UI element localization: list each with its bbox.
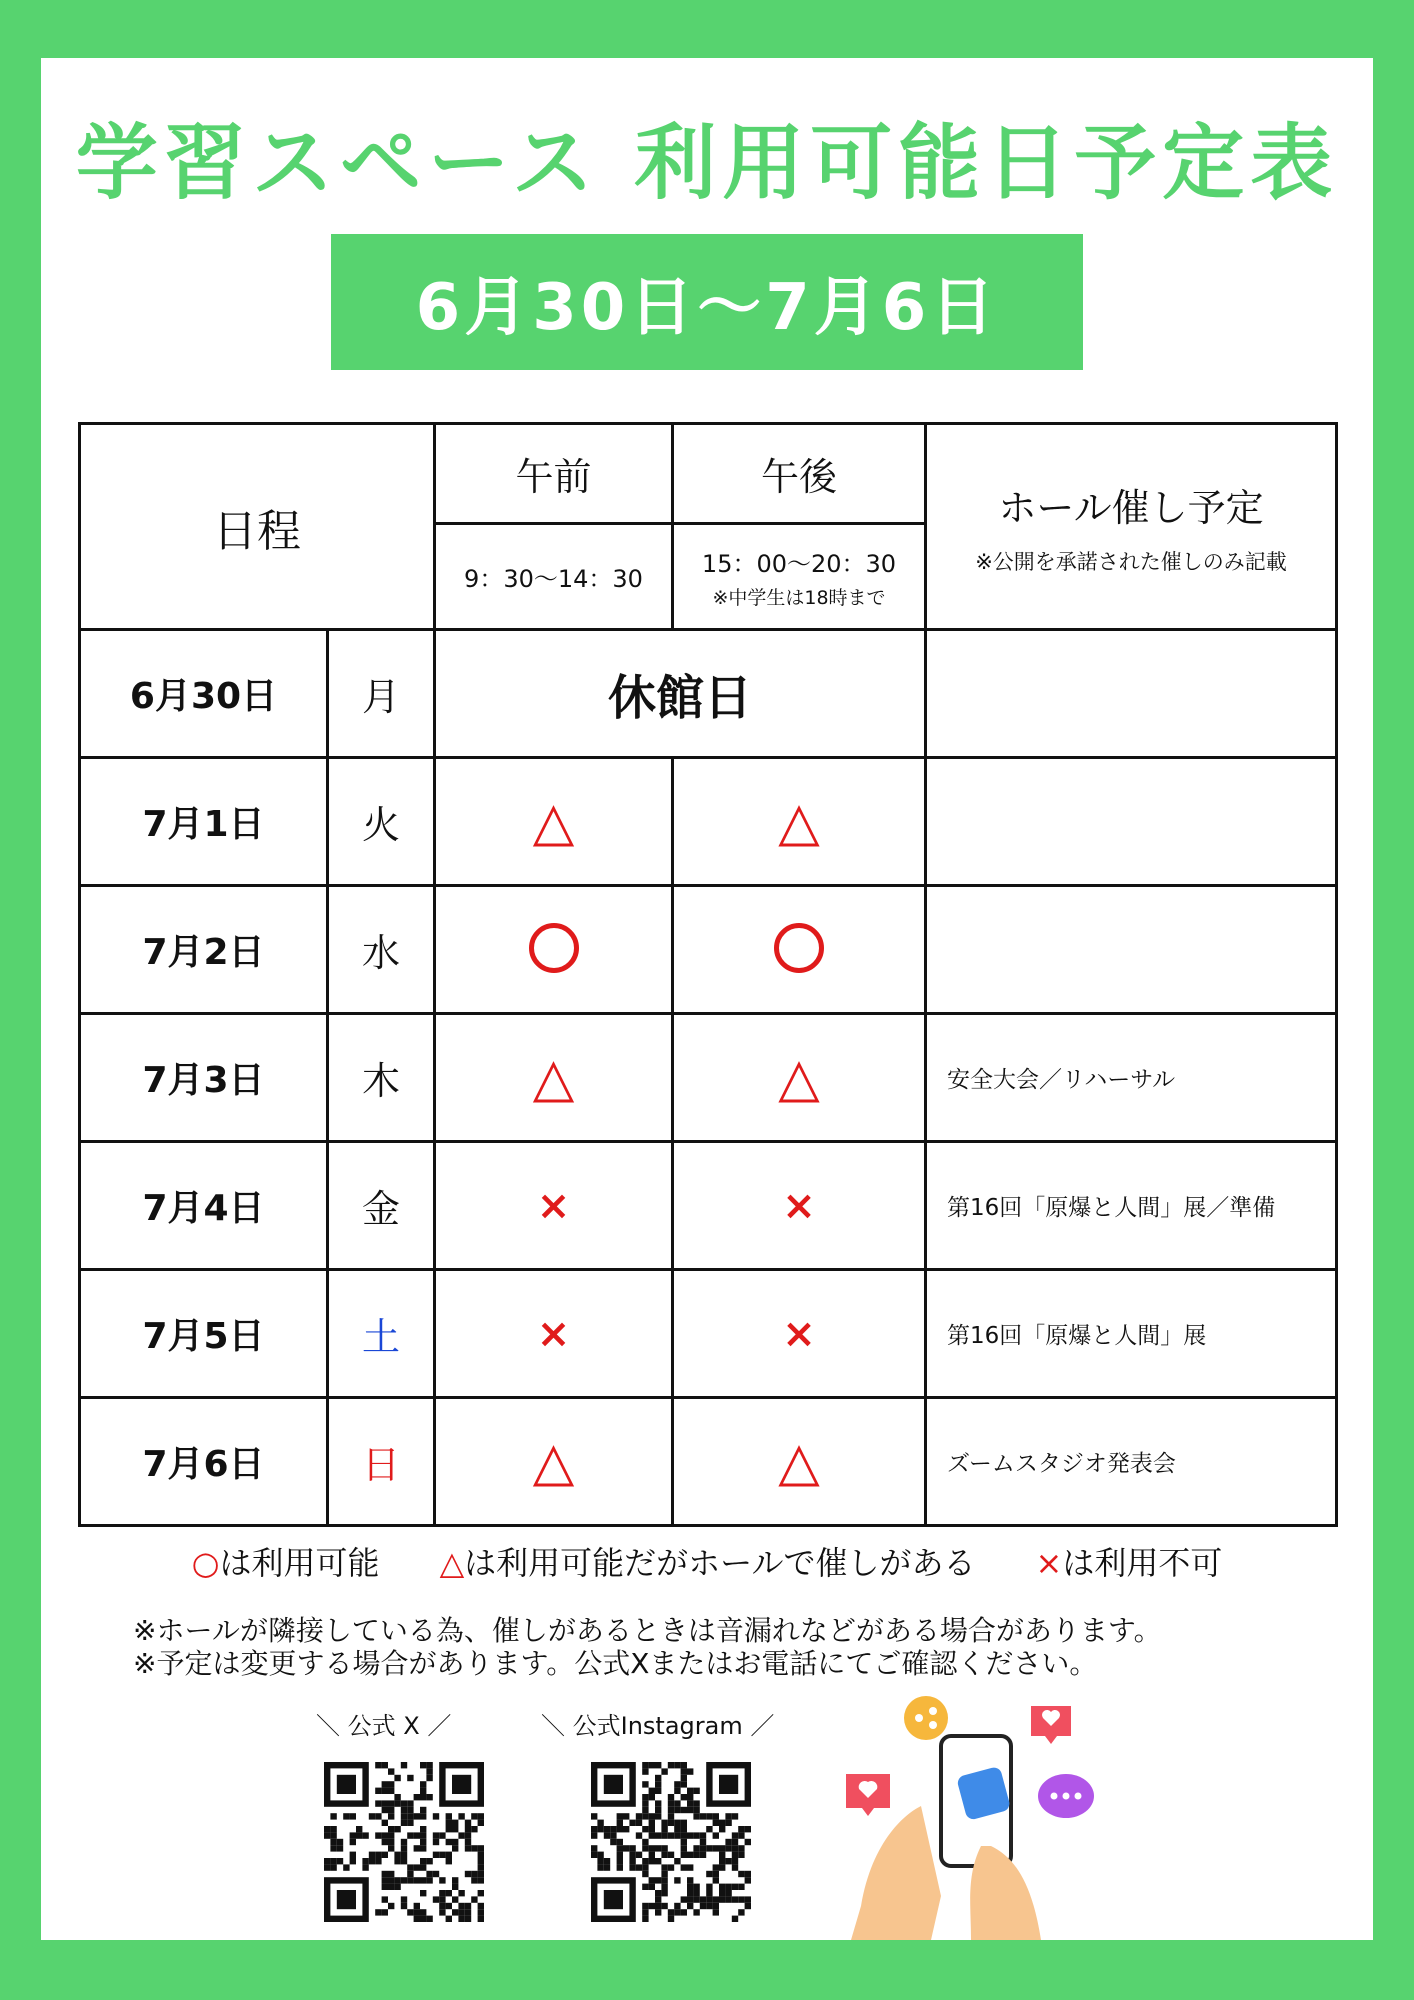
afternoon-status-cell — [673, 1270, 926, 1398]
weekday-cell: 火 — [328, 758, 435, 886]
triangle-mark-icon: △ — [778, 1045, 820, 1109]
afternoon-status-cell — [673, 1398, 926, 1526]
morning-status-cell — [435, 886, 673, 1014]
header-morning: 午前 — [435, 424, 673, 524]
date-cell: 7月5日 — [80, 1270, 328, 1398]
hall-event-cell — [926, 630, 1337, 758]
weekday-cell: 木 — [328, 1014, 435, 1142]
weekday-cell: 月 — [328, 630, 435, 758]
note-line: ※予定は変更する場合があります。公式Xまたはお電話にてご確認ください。 — [133, 1647, 1098, 1680]
afternoon-time-cell — [673, 524, 926, 630]
x-mark-icon: × — [536, 1182, 571, 1229]
table-row — [80, 1142, 1337, 1270]
legend-available: ○は利用可能 — [191, 1544, 380, 1582]
date-cell: 7月6日 — [80, 1398, 328, 1526]
date-cell: 7月4日 — [80, 1142, 328, 1270]
triangle-mark-icon: △ — [778, 789, 820, 853]
legend-circle-symbol: ○ — [191, 1544, 220, 1582]
date-cell: 7月1日 — [80, 758, 328, 886]
sns-instagram-label: ＼ 公式Instagram ／ — [541, 1712, 775, 1740]
closed-day-cell: 休館日 — [435, 630, 926, 758]
morning-status-cell — [435, 758, 673, 886]
table-row — [80, 1270, 1337, 1398]
schedule-table — [78, 422, 1338, 1527]
header-afternoon: 午後 — [673, 424, 926, 524]
morning-status-cell — [435, 1398, 673, 1526]
table-row — [80, 630, 1337, 758]
note-line: ※ホールが隣接している為、催しがあるときは音漏れなどがある場合があります。 — [133, 1614, 1162, 1647]
smartphone-sns-illustration-icon — [841, 1696, 1141, 1940]
afternoon-status-cell — [673, 1142, 926, 1270]
triangle-mark-icon: △ — [532, 1045, 575, 1109]
hall-event-cell: 第16回「原爆と人間」展／準備 — [926, 1142, 1337, 1270]
x-mark-icon: × — [782, 1310, 816, 1357]
legend-partial: △は利用可能だがホールで催しがある — [439, 1544, 976, 1582]
x-mark-icon: × — [782, 1182, 816, 1229]
x-qr-code-icon[interactable] — [324, 1762, 484, 1922]
afternoon-time: 15：00〜20：30 — [701, 549, 897, 578]
sns-x-label: ＼ 公式 X ／ — [316, 1712, 452, 1740]
triangle-mark-icon: △ — [532, 789, 575, 853]
morning-status-cell — [435, 1142, 673, 1270]
legend-triangle-symbol: △ — [439, 1544, 465, 1582]
hall-event-cell: ズームスタジオ発表会 — [926, 1398, 1337, 1526]
triangle-mark-icon: △ — [532, 1429, 575, 1493]
triangle-mark-icon: △ — [778, 1429, 820, 1493]
morning-status-cell — [435, 1270, 673, 1398]
afternoon-status-cell — [673, 1014, 926, 1142]
morning-time: 9：30〜14：30 — [435, 524, 673, 630]
date-cell: 6月30日 — [80, 630, 328, 758]
instagram-qr-code-icon[interactable] — [591, 1762, 751, 1922]
table-row — [80, 886, 1337, 1014]
weekday-cell: 土 — [328, 1270, 435, 1398]
table-row — [80, 1398, 1337, 1526]
morning-status-cell — [435, 1014, 673, 1142]
afternoon-status-cell — [673, 886, 926, 1014]
weekday-cell: 金 — [328, 1142, 435, 1270]
afternoon-status-cell — [673, 758, 926, 886]
poster — [41, 58, 1373, 1940]
hall-event-cell — [926, 758, 1337, 886]
header-hall-title: ホール催し予定 — [998, 486, 1264, 530]
notes — [133, 1614, 1162, 1680]
date-range-banner: 6月30日〜7月6日 — [331, 234, 1083, 370]
circle-mark-icon — [774, 923, 824, 973]
circle-mark-icon — [529, 923, 579, 973]
hall-event-cell: 安全大会／リハーサル — [926, 1014, 1337, 1142]
weekday-cell: 日 — [328, 1398, 435, 1526]
date-cell: 7月2日 — [80, 886, 328, 1014]
header-hall — [926, 424, 1337, 630]
header-hall-note: ※公開を承諾された催しのみ記載 — [975, 550, 1287, 574]
x-mark-icon: × — [536, 1310, 571, 1357]
hall-event-cell: 第16回「原爆と人間」展 — [926, 1270, 1337, 1398]
header-schedule: 日程 — [80, 424, 435, 630]
page-title: 学習スペース 利用可能日予定表 — [75, 116, 1339, 211]
table-row — [80, 758, 1337, 886]
legend-x-symbol: × — [1035, 1544, 1063, 1582]
legend — [41, 1538, 1373, 1584]
afternoon-note: ※中学生は18時まで — [712, 586, 886, 609]
date-cell: 7月3日 — [80, 1014, 328, 1142]
weekday-cell: 水 — [328, 886, 435, 1014]
legend-unavailable: ×は利用不可 — [1035, 1544, 1223, 1582]
hall-event-cell — [926, 886, 1337, 1014]
table-row — [80, 1014, 1337, 1142]
